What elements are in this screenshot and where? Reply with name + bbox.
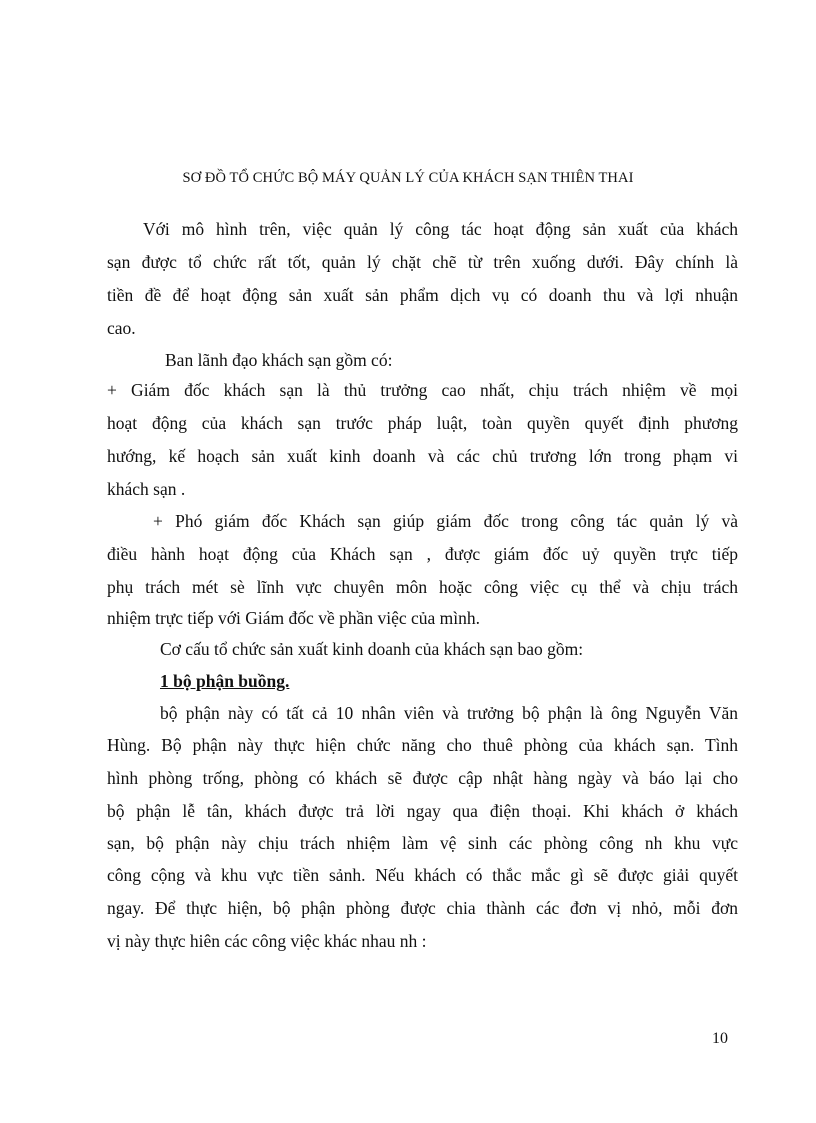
paragraph-line: ngay. Để thực hiện, bộ phận phòng được chia thành các đơn vị nhỏ, mỗi đơn (107, 898, 738, 918)
paragraph-line: khách sạn . (107, 479, 186, 499)
paragraph-line: sạn, bộ phận này chịu trách nhiệm làm vệ sinh các phòng công nh khu vực (107, 833, 738, 853)
paragraph-line: Ban lãnh đạo khách sạn gồm có: (165, 350, 393, 370)
paragraph-line: hoạt động của khách sạn trước pháp luật, toàn quyền quyết định phương (107, 413, 738, 433)
paragraph-line: bộ phận lễ tân, khách được trả lời ngay qua điện thoại. Khi khách ở khách (107, 801, 738, 821)
paragraph-line: phụ trách mét sè lĩnh vực chuyên môn hoặc công việc cụ thể và chịu trách (107, 577, 738, 597)
paragraph-line: điều hành hoạt động của Khách sạn , được giám đốc uỷ quyền trực tiếp (107, 544, 738, 564)
paragraph-line: + Phó giám đốc Khách sạn giúp giám đốc trong công tác quản lý và (153, 511, 738, 531)
paragraph-line: sạn được tổ chức rất tốt, quản lý chặt chẽ từ trên xuống dưới. Đây chính là (107, 252, 738, 272)
paragraph-line: Với mô hình trên, việc quản lý công tác hoạt động sản xuất của khách (143, 219, 738, 239)
paragraph-line: + Giám đốc khách sạn là thủ trưởng cao nhất, chịu trách nhiệm về mọi (107, 380, 738, 400)
page-title: SƠ ĐỒ TỔ CHỨC BỘ MÁY QUẢN LÝ CỦA KHÁCH SẠN THIÊN THAI (182, 170, 634, 186)
paragraph-line: hình phòng trống, phòng có khách sẽ được cập nhật hàng ngày và báo lại cho (107, 768, 738, 788)
page-number: 10 (712, 1030, 728, 1047)
paragraph-line: công cộng và khu vực tiền sảnh. Nếu khách có thắc mắc gì sẽ được giải quyết (107, 865, 738, 885)
paragraph-line: Cơ cấu tổ chức sản xuất kinh doanh của khách sạn bao gồm: (160, 639, 584, 659)
paragraph-line: cao. (107, 318, 136, 338)
paragraph-line: tiền đề để hoạt động sản xuất sản phẩm dịch vụ có doanh thu và lợi nhuận (107, 285, 738, 305)
paragraph-line: Hùng. Bộ phận này thực hiện chức năng cho thuê phòng của khách sạn. Tình (107, 735, 738, 755)
paragraph-line: vị này thực hiên các công việc khác nhau nh : (107, 931, 427, 951)
paragraph-line: hướng, kế hoạch sản xuất kinh doanh và các chủ trương lớn trong phạm vi (107, 446, 738, 466)
paragraph-line: nhiệm trực tiếp với Giám đốc về phần việc của mình. (107, 608, 481, 628)
paragraph-line: bộ phận này có tất cả 10 nhân viên và trưởng bộ phận là ông Nguyễn Văn (160, 703, 738, 723)
section-heading: 1 bộ phận buồng. (160, 671, 290, 691)
